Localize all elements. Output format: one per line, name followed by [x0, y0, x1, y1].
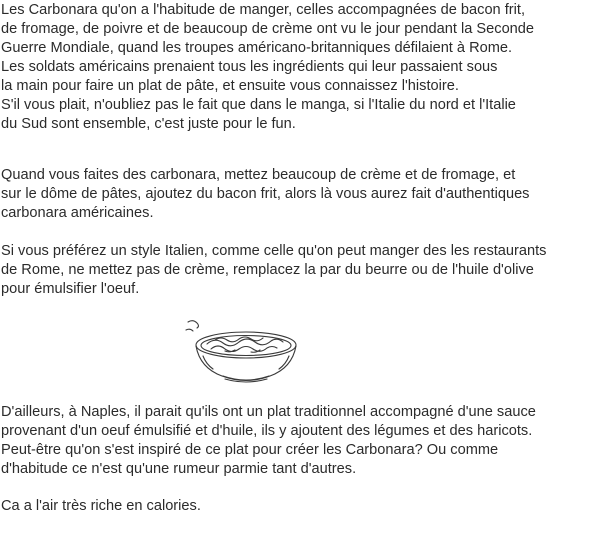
text-line: Peut-être qu'on s'est inspiré de ce plat pour créer les Carbonara? Ou comme: [1, 442, 499, 458]
text-line: de fromage, de poivre et de beaucoup de crème ont vu le jour pendant la Seconde: [1, 21, 535, 37]
text-line: du Sud sont ensemble, c'est juste pour le fun.: [1, 116, 296, 132]
text-line: de Rome, ne mettez pas de crème, remplacez la par du beurre ou de l'huile d'olive: [1, 262, 534, 278]
text-line: sur le dôme de pâtes, ajoutez du bacon frit, alors là vous aurez fait d'authentiques: [1, 186, 530, 202]
paragraph-american-recipe: [1, 166, 529, 223]
text-line: S'il vous plait, n'oubliez pas le fait que dans le manga, si l'Italie du nord et l'Italie: [1, 97, 516, 113]
text-line: pour émulsifier l'oeuf.: [1, 281, 140, 297]
text-line: d'habitude ce n'est qu'une rumeur parmie tant d'autres.: [1, 461, 357, 477]
text-line: D'ailleurs, à Naples, il parait qu'ils ont un plat traditionnel accompagné d'une sauce: [1, 404, 536, 420]
text-line: Quand vous faites des carbonara, mettez beaucoup de crème et de fromage, et: [1, 167, 516, 183]
text-line: carbonara américaines.: [1, 205, 154, 221]
pasta-bowl-icon: [185, 318, 303, 390]
text-line: Si vous préférez un style Italien, comme celle qu'on peut manger des les restaurants: [1, 243, 547, 259]
paragraph-history: [1, 1, 534, 134]
paragraph-italian-style: [1, 242, 546, 299]
paragraph-calories: [1, 497, 201, 516]
text-line: Guerre Mondiale, quand les troupes américano-britanniques défilaient à Rome.: [1, 40, 513, 56]
text-line: provenant d'un oeuf émulsifié et d'huile, ils y ajoutent des légumes et des haricots.: [1, 423, 533, 439]
text-line: la main pour faire un plat de pâte, et ensuite vous connaissez l'histoire.: [1, 78, 459, 94]
text-line: Les soldats américains prenaient tous les ingrédients qui leur passaient sous: [1, 59, 498, 75]
paragraph-naples: [1, 403, 536, 479]
text-line: Les Carbonara qu'on a l'habitude de manger, celles accompagnées de bacon frit,: [1, 2, 525, 18]
text-line: Ca a l'air très riche en calories.: [1, 498, 201, 514]
